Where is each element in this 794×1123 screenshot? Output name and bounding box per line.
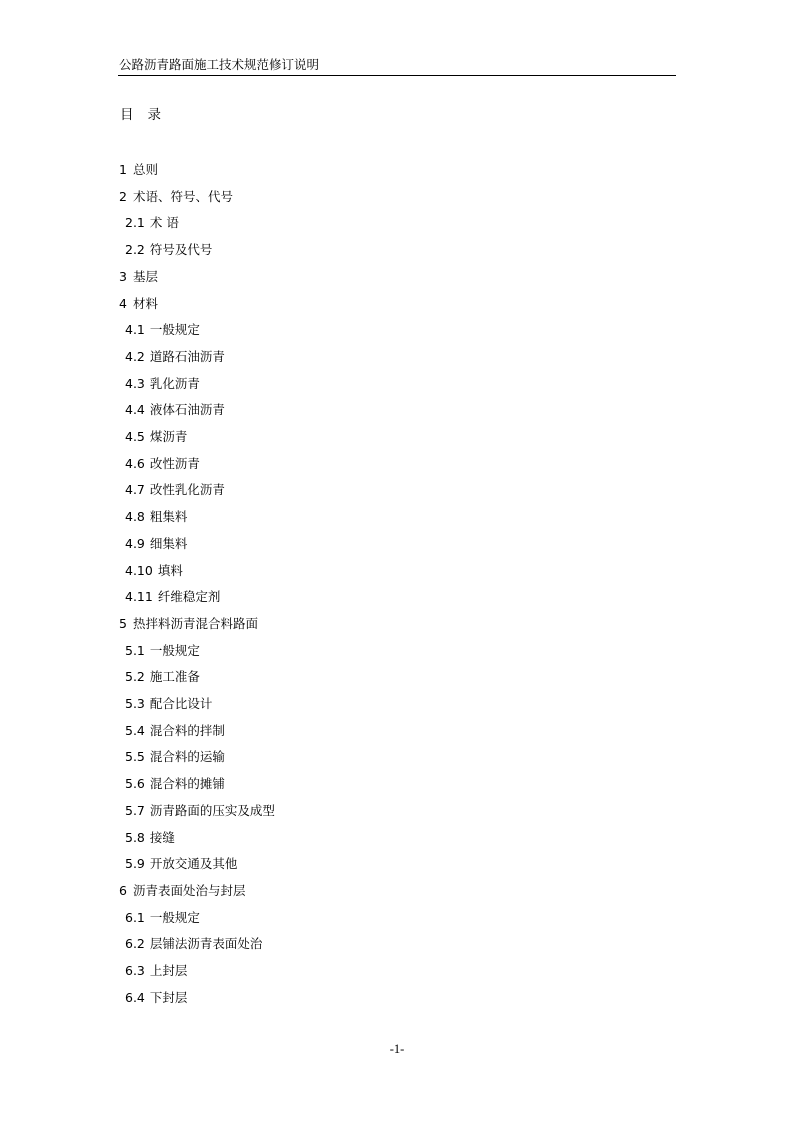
toc-entry-title: 下封层 bbox=[149, 989, 188, 1005]
toc-entry-title: 细集料 bbox=[149, 535, 188, 551]
toc-entry-title: 沥青路面的压实及成型 bbox=[149, 802, 275, 818]
toc-entry-number: 4.3 bbox=[125, 375, 145, 391]
toc-entry-number: 1 bbox=[119, 162, 127, 177]
toc-section bbox=[125, 454, 200, 474]
toc-entry-number: 4.4 bbox=[125, 402, 145, 418]
toc-chapter bbox=[119, 187, 233, 207]
toc-entry-title: 混合料的运输 bbox=[149, 749, 225, 765]
toc-entry-title: 材料 bbox=[132, 295, 158, 311]
toc-entry-number: 6.4 bbox=[125, 989, 145, 1005]
toc-section bbox=[125, 961, 187, 981]
toc-section bbox=[125, 747, 225, 767]
toc-entry-title: 接缝 bbox=[149, 829, 175, 845]
toc-section bbox=[125, 667, 200, 687]
toc-entry-title: 粗集料 bbox=[149, 509, 188, 525]
toc-section bbox=[125, 374, 200, 394]
toc-entry-number: 4.1 bbox=[125, 322, 145, 338]
toc-entry-title: 混合料的拌制 bbox=[149, 722, 225, 738]
toc-section bbox=[125, 854, 237, 874]
toc-entry-title: 填料 bbox=[157, 562, 183, 578]
toc-entry-title: 总则 bbox=[132, 162, 158, 177]
toc-chapter bbox=[119, 160, 158, 180]
toc-section bbox=[125, 694, 212, 714]
toc-entry-title: 符号及代号 bbox=[149, 242, 213, 258]
toc-heading-part1: 目 bbox=[120, 107, 134, 123]
toc-section bbox=[125, 507, 187, 527]
toc-heading-part2: 录 bbox=[147, 107, 161, 123]
page-header bbox=[118, 57, 676, 76]
toc-entry-number: 5.3 bbox=[125, 696, 145, 711]
toc-entry-number: 4.6 bbox=[125, 455, 145, 471]
toc-section bbox=[125, 801, 275, 821]
page-number: -1- bbox=[389, 1042, 405, 1056]
toc-section bbox=[125, 347, 225, 367]
toc-entry-number: 5.9 bbox=[125, 856, 145, 872]
toc-entry-number: 5 bbox=[119, 615, 127, 631]
toc-entry-title: 道路石油沥青 bbox=[149, 348, 225, 364]
toc-entry-number: 4.7 bbox=[125, 482, 145, 498]
toc-entry-number: 2.1 bbox=[125, 215, 145, 231]
toc-entry-title: 层铺法沥青表面处治 bbox=[149, 936, 263, 952]
toc-entry-title: 纤维稳定剂 bbox=[157, 589, 221, 605]
toc-entry-number: 3 bbox=[119, 268, 127, 284]
toc-entry-number: 4.11 bbox=[125, 589, 153, 605]
toc-chapter bbox=[119, 294, 158, 314]
toc-entry-number: 5.8 bbox=[125, 829, 145, 845]
toc-section bbox=[125, 240, 212, 260]
toc-entry-number: 6 bbox=[119, 882, 127, 898]
toc-entry-title: 一般规定 bbox=[149, 322, 200, 338]
toc-entry-number: 6.3 bbox=[125, 963, 145, 978]
toc-section bbox=[125, 828, 175, 848]
toc-entry-title: 乳化沥青 bbox=[149, 375, 200, 391]
toc-section bbox=[125, 320, 200, 340]
toc-entry-title: 基层 bbox=[132, 268, 158, 284]
toc-entry-title: 改性沥青 bbox=[149, 455, 200, 471]
toc-chapter bbox=[119, 614, 258, 634]
toc-entry-title: 一般规定 bbox=[149, 909, 200, 925]
toc-entry-number: 4.8 bbox=[125, 509, 145, 525]
toc-entry-title: 一般规定 bbox=[149, 642, 200, 658]
toc-entry-title: 热拌料沥青混合料路面 bbox=[132, 615, 258, 631]
toc-section bbox=[125, 400, 225, 420]
toc-entry-number: 4.2 bbox=[125, 348, 145, 364]
toc-entry-title: 术 语 bbox=[149, 215, 179, 231]
toc-entry-number: 5.6 bbox=[125, 776, 145, 792]
toc-entry-number: 6.2 bbox=[125, 936, 145, 952]
toc-entry-number: 6.1 bbox=[125, 909, 145, 925]
toc-entry-number: 5.7 bbox=[125, 802, 145, 818]
header-title: 公路沥青路面施工技术规范修订说明 bbox=[119, 57, 320, 72]
toc-entry-number: 4.10 bbox=[125, 562, 153, 578]
toc-entry-title: 混合料的摊铺 bbox=[149, 776, 225, 792]
toc-entry-number: 5.4 bbox=[125, 722, 145, 738]
toc-section bbox=[125, 561, 183, 581]
toc-chapter bbox=[119, 881, 245, 901]
toc-entry-title: 施工准备 bbox=[149, 669, 200, 685]
toc-entry-number: 4.5 bbox=[125, 429, 145, 444]
toc-entry-title: 术语、符号、代号 bbox=[132, 188, 233, 204]
toc-entry-title: 上封层 bbox=[149, 963, 188, 978]
toc-section bbox=[125, 988, 187, 1008]
toc-entry-title: 改性乳化沥青 bbox=[149, 482, 225, 498]
toc-entry-number: 5.5 bbox=[125, 749, 145, 765]
toc-section bbox=[125, 934, 262, 954]
toc-section bbox=[125, 774, 225, 794]
toc-entry-number: 4 bbox=[119, 295, 127, 311]
toc-chapter bbox=[119, 267, 158, 287]
toc-section bbox=[125, 587, 220, 607]
toc-section bbox=[125, 908, 200, 928]
toc-heading bbox=[120, 106, 161, 124]
toc-entry-number: 5.2 bbox=[125, 669, 145, 685]
toc-section bbox=[125, 641, 200, 661]
toc-entry-title: 煤沥青 bbox=[149, 429, 188, 444]
toc-section bbox=[125, 213, 179, 233]
toc-entry-title: 开放交通及其他 bbox=[149, 856, 238, 872]
toc-entry-number: 5.1 bbox=[125, 642, 145, 658]
toc-entry-number: 2.2 bbox=[125, 242, 145, 258]
toc-entry-title: 液体石油沥青 bbox=[149, 402, 225, 418]
toc-section bbox=[125, 534, 187, 554]
toc-entry-title: 配合比设计 bbox=[149, 696, 213, 711]
toc-section bbox=[125, 427, 187, 447]
toc-section bbox=[125, 480, 225, 500]
toc-entry-number: 2 bbox=[119, 188, 127, 204]
toc-section bbox=[125, 721, 225, 741]
toc-entry-number: 4.9 bbox=[125, 535, 145, 551]
toc-entry-title: 沥青表面处治与封层 bbox=[132, 882, 246, 898]
